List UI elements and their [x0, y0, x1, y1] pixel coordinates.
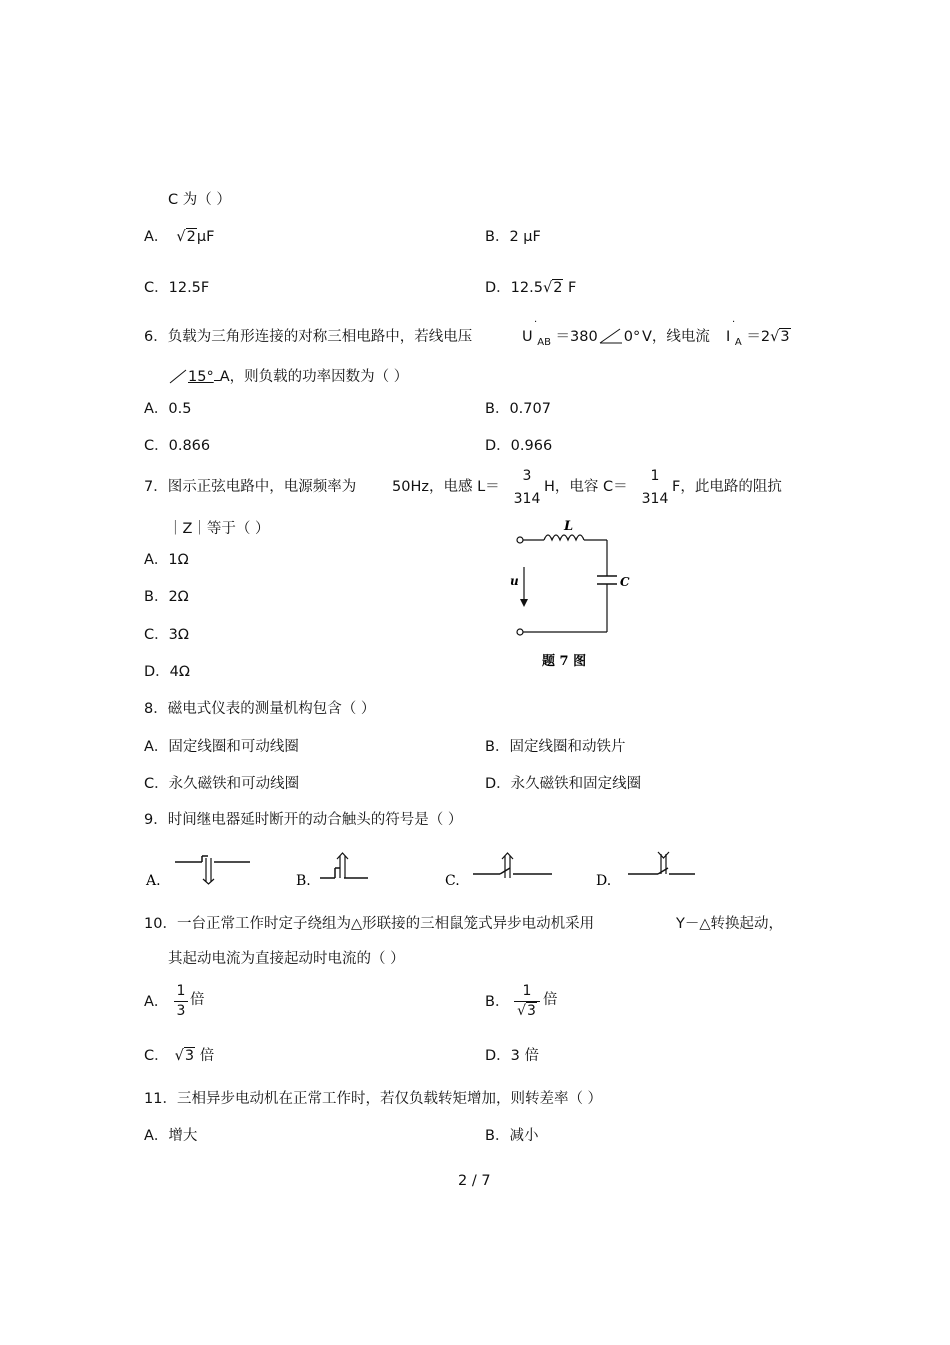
- contact-symbol-a-icon: [175, 856, 250, 884]
- q10-option-b-unit: 倍: [543, 992, 558, 1008]
- q8-option-c: C．永久磁铁和可动线圈: [144, 776, 300, 792]
- q6-option-a: A．0.5: [144, 401, 192, 417]
- q10-option-d: D．3 倍: [485, 1048, 539, 1064]
- q10-stem-line1b: Y－△转换起动，: [676, 916, 784, 932]
- angle-symbol-icon: [168, 367, 188, 385]
- symbol-label-d: D.: [596, 873, 612, 889]
- q7-stem-end: F，此电路的阻抗: [672, 479, 782, 495]
- q10-option-b-fraction: 1 √3: [514, 983, 540, 1020]
- label-l: L: [564, 519, 574, 534]
- q7-option-b: B．2Ω: [144, 589, 189, 605]
- q6-voltage: U $_{AB}$ ＝380 0°: [522, 329, 641, 348]
- terminal-icon: [517, 629, 523, 635]
- q7-mid: H，电容 C＝: [544, 479, 628, 495]
- q9-stem: 9．时间继电器延时断开的动合触头的符号是（ ）: [144, 812, 463, 828]
- q11-stem: 11．三相异步电动机在正常工作时，若仅负载转矩增加，则转差率（ ）: [144, 1091, 603, 1107]
- q6-option-d: D．0.966: [485, 438, 553, 454]
- page-number: 2 / 7: [458, 1173, 491, 1189]
- q10-stem-line2: 其起动电流为直接起动时电流的（ ）: [168, 951, 405, 967]
- q7-option-d: D．4Ω: [144, 664, 190, 680]
- q7-l-fraction: 3 314: [513, 468, 541, 507]
- q8-stem: 8．磁电式仪表的测量机构包含（ ）: [144, 701, 376, 717]
- q10-stem-line1: 10．一台正常工作时定子绕组为△形联接的三相鼠笼式异步电动机采用: [144, 916, 595, 932]
- terminal-icon: [517, 537, 523, 543]
- q7-option-a: A．1Ω: [144, 552, 189, 568]
- q5-stem-tail: C 为（ ）: [168, 192, 231, 208]
- q8-option-d: D．永久磁铁和固定线圈: [485, 776, 642, 792]
- q10-option-a-fraction: 1 3: [174, 983, 188, 1020]
- q11-option-a: A．增大: [144, 1128, 198, 1144]
- q5-option-c: C．12.5F: [144, 280, 210, 296]
- q7-freq: 50Hz，电感 L＝: [392, 479, 500, 495]
- label-u: u: [510, 574, 519, 588]
- q6-option-b: B．0.707: [485, 401, 551, 417]
- figure-caption: 题 7 图: [542, 654, 587, 669]
- q6-stem-line2: 15° A，则负载的功率因数为（ ）: [168, 368, 408, 386]
- contact-symbol-d-icon: [628, 852, 695, 874]
- symbol-label-c: C.: [445, 873, 460, 889]
- q7-option-c: C．3Ω: [144, 627, 189, 643]
- q7-stem-line2: ｜Z｜等于（ ）: [168, 521, 270, 537]
- q6-option-c: C．0.866: [144, 438, 211, 454]
- phasor-dot: ·: [534, 317, 538, 328]
- q6-current-label: V，线电流: [642, 329, 710, 345]
- symbol-label-a: A.: [146, 873, 161, 889]
- circuit-diagram: [500, 515, 630, 675]
- inductor-icon: [544, 535, 584, 540]
- q10-option-a-label: A．: [144, 994, 169, 1010]
- q8-option-a: A．固定线圈和可动线圈: [144, 739, 299, 755]
- q5-option-b: B．2 μF: [485, 229, 541, 245]
- symbol-label-b: B.: [296, 873, 311, 889]
- label-c: C: [620, 575, 630, 589]
- phasor-dot: ·: [732, 317, 736, 328]
- contact-symbol-c-icon: [473, 853, 552, 878]
- q10-option-c: C． √3 倍: [144, 1048, 215, 1064]
- q5-option-a: A． √2μF: [144, 229, 215, 245]
- q8-option-b: B．固定线圈和动铁片: [485, 739, 626, 755]
- q9-symbols: [140, 848, 700, 894]
- q11-option-b: B．减小: [485, 1128, 539, 1144]
- q7-stem-line1: 7．图示正弦电路中，电源频率为: [144, 479, 357, 495]
- q5-option-d: D．12.5√2 F: [485, 280, 577, 296]
- angle-symbol-icon: [598, 327, 624, 345]
- contact-symbol-b-icon: [320, 853, 368, 878]
- q6-stem-line1: 6．负载为三角形连接的对称三相电路中，若线电压: [144, 329, 473, 345]
- q10-option-a-unit: 倍: [190, 992, 205, 1008]
- q10-option-b-label: B．: [485, 994, 510, 1010]
- q7-c-fraction: 1 314: [641, 468, 669, 507]
- q6-current: I $_A$ ＝2√3: [726, 329, 790, 348]
